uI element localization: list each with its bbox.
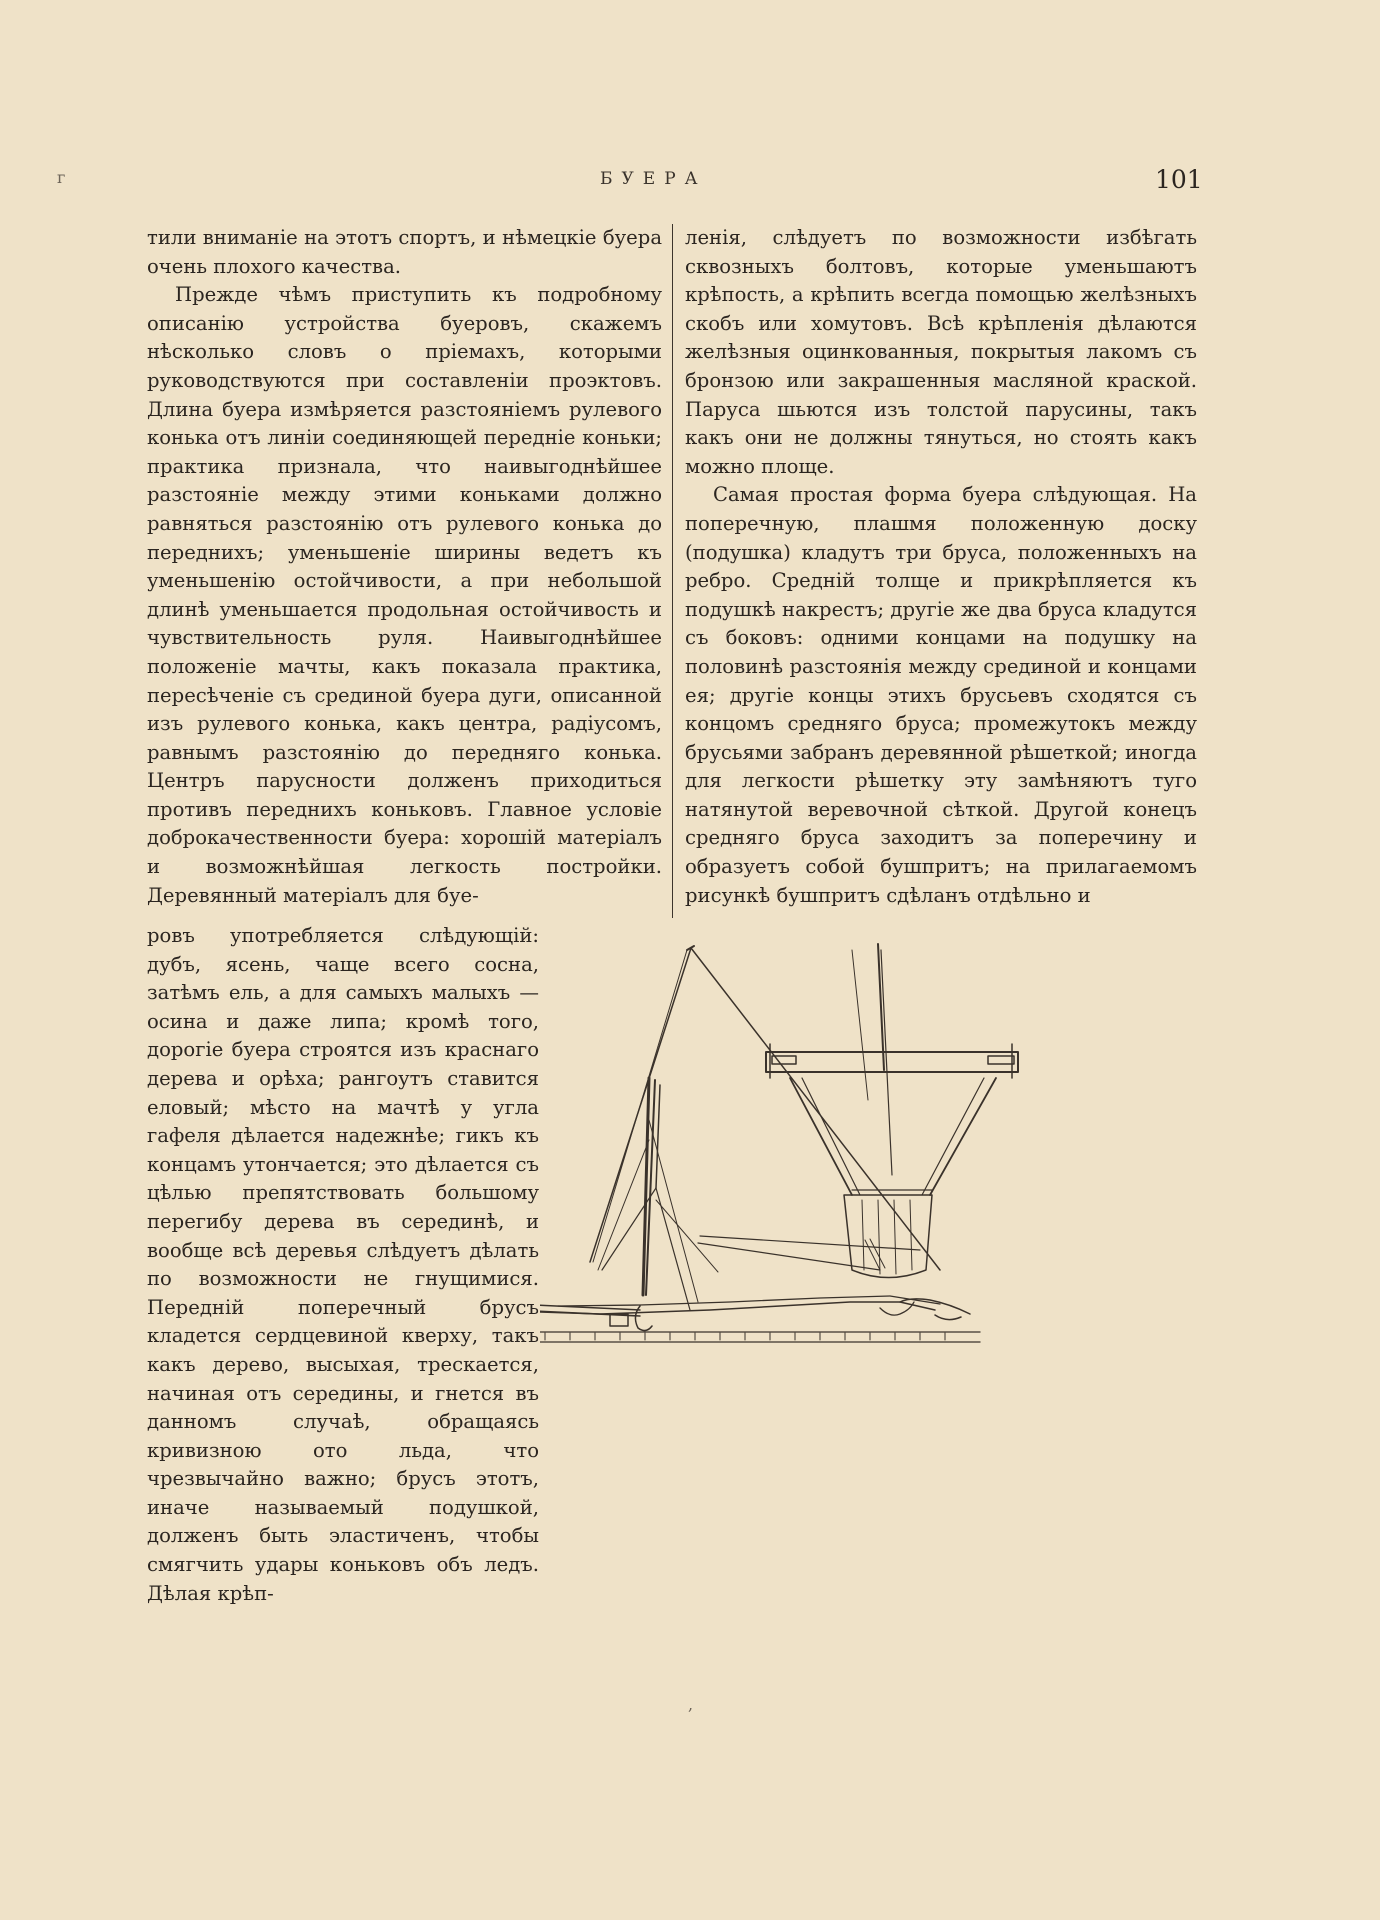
paragraph: Прежде чѣмъ приступить къ подробному описанію устройства буеровъ, скажемъ нѣсколько словъ о пріемахъ, которыми руководствуются при составленіи проэктовъ. Длина буера измѣряется разстояніемъ рулевого конька отъ линіи соединяющей передніе коньки; практика признала, что наивыгоднѣйшее разстояніе между этими коньками должно равняться разстоянію отъ рулевого конька до переднихъ; уменьшеніе ширины ведетъ къ уменьшенію остойчивости, а при небольшой длинѣ уменьшается продольная остойчивость и чувствительность руля. Наивыгоднѣйшее положеніе мачты, какъ показала практика, пересѣченіе съ срединой буера дуги, описанной изъ рулевого конька, какъ центра, радіусомъ, равнымъ разстоянію до передняго конька. Центръ парусности долженъ приходиться противъ переднихъ коньковъ. Главное условіе доброкачественности буера: хорошій матеріалъ и возможнѣйшая легкость постройки. Деревянный матеріалъ для буе- [147,283,662,907]
left-column-bottom [147,922,539,1608]
right-column [685,224,1197,910]
paragraph: ровъ употребляется слѣдующій: дубъ, ясень, чаще всего сосна, затѣмъ ель, а для самыхъ малыхъ — осина и даже липа; кромѣ того, дорогіе буера строятся изъ краснаго дерева и орѣха; рангоутъ ставится еловый; мѣсто на мачтѣ у угла гафеля дѣлается надежнѣе; гикъ къ концамъ утончается; это дѣлается съ цѣлью препятствовать большому перегибу дерева въ серединѣ, и вообще всѣ деревья слѣдуетъ дѣлать по возможности не гнущимися. Передній поперечный брусъ кладется сердцевиной кверху, такъ какъ дерево, высыхая, трескается, начиная отъ середины, и гнется въ данномъ случаѣ, обращаясь кривизною ото льда, что чрезвычайно важно; брусъ этотъ, иначе называемый подушкой, долженъ быть эластиченъ, чтобы смягчить удары коньковъ объ ледъ. Дѣлая крѣп- [147,924,539,1605]
ice-yacht-top-view [766,944,1018,1278]
paragraph: ленія, слѣдуетъ по возможности избѣгать сквозныхъ болтовъ, которые уменьшаютъ крѣпость, а крѣпить всегда помощью желѣзныхъ скобъ или хомутовъ. Всѣ крѣпленія дѣлаются желѣзныя оцинкованныя, покрытыя лакомъ съ бронзою или закрашенныя масляной краской. Паруса шьются изъ толстой парусины, такъ какъ они не должны тянуться, но стоять какъ можно площе. [685,226,1197,478]
ice-yacht-engraving [540,940,1240,1410]
paragraph: тили вниманіе на этотъ спортъ, и нѣмецкіе буера очень плохого качества. [147,226,662,278]
page-number: 101 [1155,165,1203,194]
running-head [0,165,1380,195]
margin-mark: , [688,1695,694,1714]
column-divider [672,224,673,918]
paragraph: Самая простая форма буера слѣдующая. На поперечную, плашмя положенную доску (подушка) кладутъ три бруса, положенныхъ на ребро. Средній толще и прикрѣпляется къ подушкѣ накрестъ; другіе же два бруса кладутся съ боковъ: одними концами на подушку на половинѣ разстоянія между срединой и концами ея; другіе концы этихъ брусьевъ сходятся съ концомъ средняго бруса; промежутокъ между брусьями забранъ деревянной рѣшеткой; иногда для легкости рѣшетку эту замѣняютъ туго натянутой веревочной сѣткой. Другой конецъ средняго бруса заходитъ за поперечину и образуетъ собой бушпритъ; на прилагаемомъ рисункѣ бушпритъ сдѣланъ отдѣльно и [685,483,1197,907]
running-title: БУЕРА [600,169,707,189]
margin-mark: г [57,168,66,187]
ice-yacht-side-view [540,946,980,1342]
left-column-top [147,224,662,910]
